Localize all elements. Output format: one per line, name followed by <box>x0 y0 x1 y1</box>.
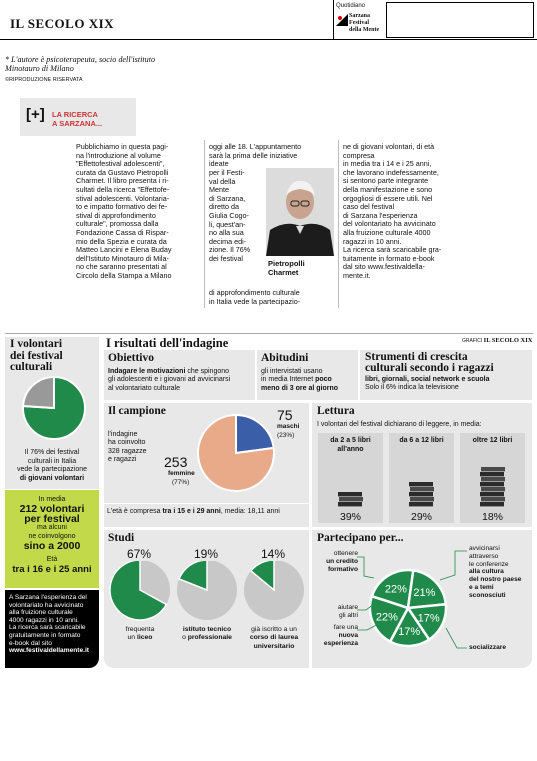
book-shape <box>481 487 505 491</box>
age-b: tra i 15 e i 29 anni <box>162 508 221 515</box>
volontari-title <box>10 339 63 374</box>
photo-caption-line-1: Pietropolli <box>268 259 305 268</box>
book-stack-icon <box>389 459 454 509</box>
section-tag-line-1: LA RICERCA <box>52 110 98 119</box>
col1-line: "Effettofestival adolescenti", <box>76 159 165 169</box>
col1-line: Matteo Lancini e Elena Buday <box>76 245 172 255</box>
book-shape <box>409 492 433 496</box>
book-shape <box>410 487 434 491</box>
volontari-title-line-1: I volontari <box>10 338 63 350</box>
col1-line: Charmet. Il libro presenta i ri- <box>76 176 169 186</box>
sarzana-note-line: www.festivaldellamente.it <box>9 647 90 655</box>
studi-label-2 <box>175 634 239 642</box>
studi-label-2a: o <box>182 634 188 642</box>
leader-e <box>446 628 467 648</box>
studi-label-2a: un <box>127 634 137 642</box>
studi-title: Studi <box>108 532 135 544</box>
festival-line-3: della Mente <box>349 27 380 33</box>
lettura-pct: 29% <box>410 511 432 523</box>
col1-line: stival di approfondimento <box>76 210 156 220</box>
strumenti-title <box>365 352 494 374</box>
stat-eta-label: Età <box>46 556 58 564</box>
studi-item <box>108 547 172 666</box>
partecipano-panel <box>312 530 532 668</box>
partecipano-label-line: ottenere <box>333 550 358 557</box>
book-shape <box>480 472 504 476</box>
lettura-panel <box>312 403 532 527</box>
col1-line: mio della Spezia e curata da <box>76 236 167 246</box>
book-shape <box>481 467 505 471</box>
col3-line: dal sito www.festivaldella- <box>343 262 425 272</box>
stat-eta-range: tra i 16 e i 25 anni <box>12 563 92 575</box>
partecipano-pct: 21% <box>413 587 436 600</box>
graphic-credit-prefix: GRAFICI <box>462 338 483 344</box>
lettura-col-label-2: all'anno <box>337 445 364 453</box>
col2-wrap-line: dei festival <box>209 253 243 263</box>
col3-line: in media tra i 14 e i 25 anni, <box>343 159 432 169</box>
col1-line: Circolo della Stampa a Milano <box>76 270 172 280</box>
author-note: * L'autore è psicoterapeuta, socio dell'istituto Minotauro di Milano <box>5 55 156 74</box>
studi-label-2 <box>242 634 306 642</box>
volontari-title-line-3: culturali <box>10 361 53 373</box>
col3-line: orgogliosi di essere utili. Nel <box>343 193 433 203</box>
partecipano-label-line: e a temi <box>469 583 494 591</box>
strumenti-l2: Solo il 6% indica la televisione <box>365 384 459 392</box>
campione-panel <box>104 403 309 527</box>
obiettivo-title: Obiettivo <box>108 352 154 364</box>
col1-line: culturale", promossa dalla <box>76 219 159 229</box>
col1-line: to e impatto formativo dei fe- <box>76 202 168 212</box>
col2-wrap-line: zione. Il 76% <box>209 245 251 255</box>
partecipano-pct: 22% <box>384 583 407 596</box>
abitudini-l1: gli intervistati usano <box>261 368 323 375</box>
stat-sino-a-2000: sino a 2000 <box>23 540 81 553</box>
stat-ma-alcuni: ma alcuni <box>37 524 67 532</box>
col1-line: na l'introduzione al volume <box>76 150 161 160</box>
studi-label-1: già iscritto a un <box>251 626 297 633</box>
lettura-pct: 39% <box>339 511 361 523</box>
col2-top-line: sarà la prima delle iniziative <box>209 150 298 160</box>
col1-line: curata da Gustavo Pietropolli <box>76 167 169 177</box>
partecipano-label-line: le conferenze <box>469 560 509 568</box>
col3-line: che lavorano indefessamente, <box>343 167 439 177</box>
book-shape <box>339 497 363 501</box>
campione-desc <box>108 431 147 465</box>
col3-line: compresa <box>343 150 375 160</box>
campione-desc-1: l'indagine <box>108 431 138 438</box>
stat-ne-coinvolgono: ne coinvolgono <box>28 532 76 540</box>
graphic-credit <box>462 337 532 344</box>
quotidiano-label: Quotidiano <box>336 3 366 9</box>
partecipano-label-line: nuova <box>338 631 358 639</box>
stat-in-media: In media <box>38 496 66 503</box>
lettura-col-label-1: da 2 a 5 libri <box>330 437 371 444</box>
obiettivo-l2: gli adolescenti e i giovani ad avvicinarsi <box>108 376 231 384</box>
col3-line: caso del festival <box>343 202 395 212</box>
graphic-credit-brand: IL SECOLO XIX <box>483 337 533 344</box>
column-divider <box>204 140 205 308</box>
strumenti-panel <box>360 350 532 400</box>
partecipano-label-c <box>316 624 358 647</box>
book-shape <box>480 482 504 486</box>
book-shape <box>409 502 433 506</box>
book-shape <box>338 492 362 496</box>
book-shape <box>409 482 433 486</box>
studi-pct: 67% <box>127 547 152 561</box>
lettura-title: Lettura <box>317 405 355 417</box>
plus-bracket-icon: [+] <box>26 106 45 123</box>
campione-desc-3: 328 ragazze <box>108 447 147 455</box>
abitudini-l2b: poco <box>315 376 332 384</box>
age-c: , media: 18,11 anni <box>220 508 280 515</box>
col3-line: si sentono parte integrante <box>343 176 429 186</box>
partecipano-label-line: esperienza <box>323 639 358 647</box>
femmine-label: femmine <box>168 470 195 477</box>
lettura-column <box>389 433 454 523</box>
pie-slice-altri <box>23 377 54 408</box>
lettura-col-label <box>389 437 454 446</box>
col3-line: alla fruizione culturale 4000 <box>343 227 431 237</box>
volontari-stat-box <box>5 490 99 588</box>
photo-caption-line-2: Charmet <box>268 268 299 277</box>
festival-line-2: Festival <box>349 20 369 26</box>
stat-212-volontari: 212 volontari <box>19 503 85 516</box>
col2-wrap-line: li, quest'an- <box>209 219 246 229</box>
partecipano-label-line: alla cultura <box>469 568 504 576</box>
studi-pct: 14% <box>261 547 286 561</box>
newspaper-name: IL SECOLO XIX <box>10 16 115 31</box>
col2-wrap-line: val della <box>209 176 236 186</box>
volontari-caption-line-3: vede la partecipazione <box>16 466 88 474</box>
col1-line: Pubblichiamo in questa pagi- <box>76 142 169 151</box>
book-shape <box>480 502 504 506</box>
photo-caption <box>268 259 305 277</box>
col3-line: La ricerca sarà scaricabile gra- <box>343 245 442 255</box>
festival-logo-icon <box>336 14 348 26</box>
festival-line-1: Sarzana <box>349 13 370 19</box>
col3-line: di Sarzana l'esperienza <box>343 210 418 220</box>
strumenti-l1: libri, giornali, social network e scuola <box>365 376 490 383</box>
col3-line: ne di giovani volontari, di età <box>343 142 435 151</box>
lettura-column <box>460 433 525 523</box>
col3-line: del volontariato ha avvicinato <box>343 219 436 229</box>
studi-label <box>108 626 172 643</box>
sarzana-note-line: A Sarzana l'esperienza del <box>9 594 87 601</box>
lettura-col-label-1: oltre 12 libri <box>472 437 513 444</box>
lettura-desc: I volontari del festival dichiarano di leggere, in media: <box>317 421 482 428</box>
festival-logo-box <box>333 0 385 40</box>
book-shape <box>338 502 362 506</box>
campione-separator <box>104 503 309 504</box>
partecipano-pct: 22% <box>375 611 398 624</box>
studi-label-1: frequenta <box>125 626 155 633</box>
volontari-pie-slices <box>23 377 85 439</box>
studi-label <box>175 626 239 643</box>
partecipano-label-line: avvicinarsi <box>469 545 500 552</box>
volontari-panel <box>5 337 99 489</box>
partecipano-label-line: del nostro paese <box>469 576 522 584</box>
col1-line: Fondazione Cassa di Rispar- <box>76 227 169 237</box>
col2-wrap-line: Giulia Cogo- <box>209 210 249 220</box>
volontari-caption-line-1: Il 76% dei festival <box>24 449 80 456</box>
maschi-label: maschi <box>277 423 300 430</box>
book-shape <box>481 477 505 481</box>
col2-top-line: ideate <box>209 159 229 169</box>
maschi-count: 75 <box>277 407 293 423</box>
partecipano-pie-slices <box>370 570 446 646</box>
volontari-caption-line-2: culturali in Italia <box>27 457 77 465</box>
abitudini-panel <box>257 350 358 400</box>
col3-line: tuitamente in formato e-book <box>343 253 435 263</box>
lettura-col-label <box>460 437 525 446</box>
partecipano-label-line: socializzare <box>469 644 507 651</box>
lettura-column <box>318 433 383 523</box>
partecipano-label-e <box>469 644 531 652</box>
col2-wrap-line: per il Festi- <box>209 168 245 177</box>
col2-wrap-line: decima edi- <box>209 236 247 246</box>
article-column-2-top <box>209 143 335 169</box>
sarzana-note-line: 4000 ragazzi in 10 anni. <box>9 616 80 624</box>
studi-label-3: universitario <box>253 642 295 650</box>
partecipano-label-a <box>316 550 358 573</box>
studi-label-2 <box>108 634 172 642</box>
col2-wrap-line: Mente <box>209 185 229 195</box>
book-stack-icon <box>460 459 525 509</box>
sarzana-note-line: gratuitamente in formato <box>9 631 81 639</box>
femmine-pct: (77%) <box>172 479 190 486</box>
volontari-pie-caption <box>7 449 97 483</box>
book-stack-icon <box>318 459 383 509</box>
abitudini-l3: meno di 3 ore al giorno <box>261 384 339 392</box>
studi-label-2b: corso di laurea <box>249 634 299 642</box>
col1-line: dell'Istituto Minotauro di Mila- <box>76 253 169 263</box>
partecipano-label-line: aiutare <box>337 604 358 611</box>
lettura-col-label-1: da 6 a 12 libri <box>399 437 444 444</box>
campione-pie <box>196 413 276 493</box>
studi-label <box>242 626 306 651</box>
lettura-col-label <box>318 437 383 454</box>
stat-per-festival: per festival <box>24 513 80 526</box>
col1-line: no che saranno presentati al <box>76 262 167 272</box>
studi-pct: 19% <box>194 547 219 561</box>
obiettivo-text <box>108 368 254 393</box>
sarzana-note-line: La ricerca sarà scaricabile <box>9 624 86 632</box>
age-a: L'età è compresa <box>107 508 163 515</box>
col2-bottom-line: di approfondimento culturale <box>209 288 300 297</box>
obiettivo-panel <box>104 350 255 400</box>
col2-wrap-line: diretto da <box>209 202 239 212</box>
partecipano-label-line: fare una <box>333 624 358 631</box>
studi-item <box>175 547 239 666</box>
book-shape <box>481 497 505 501</box>
abitudini-title: Abitudini <box>261 352 309 364</box>
partecipano-label-line: sconosciuti <box>469 591 506 599</box>
leader-d <box>440 551 467 580</box>
article-column-2-wrap <box>209 169 267 264</box>
campione-pie-slices <box>198 415 274 491</box>
partecipano-pct: 17% <box>417 612 440 625</box>
partecipano-title: Partecipano per... <box>317 532 404 544</box>
col2-wrap-line: di Sarzana, <box>209 193 246 203</box>
section-tag-line-2: A SARZANA... <box>52 119 103 128</box>
volontari-caption-line-4: di giovani volontari <box>19 474 85 482</box>
campione-desc-4: e ragazzi <box>108 456 137 464</box>
infographic-main-title: I risultati dell'indagine <box>106 336 229 350</box>
infographic-top-rule <box>5 333 533 334</box>
col3-line: mente.it. <box>343 270 371 280</box>
lettura-pct: 18% <box>481 511 503 523</box>
partecipano-label-b <box>316 604 358 620</box>
article-column-3 <box>343 143 473 281</box>
sarzana-note-box <box>5 590 99 668</box>
studi-label-2b: liceo <box>136 634 153 642</box>
author-photo <box>266 168 334 256</box>
strumenti-text <box>365 376 531 393</box>
studi-label-2b: professionale <box>187 634 232 642</box>
col2-wrap-line: no alla sua <box>209 228 244 238</box>
sarzana-note-line: alla fruizione culturale <box>9 609 73 617</box>
partecipano-label-line: formativo <box>327 565 358 573</box>
book-shape <box>410 497 434 501</box>
col1-line: stival adolescenti. Volontaria- <box>76 193 170 203</box>
rights-notice: ©RIPRODUZIONE RISERVATA <box>5 77 83 83</box>
partecipano-label-line: un credito <box>326 557 358 565</box>
studi-item <box>242 547 306 666</box>
pie-slice-maschi <box>236 415 274 453</box>
leader-a <box>357 557 374 578</box>
partecipano-pct: 17% <box>398 625 421 638</box>
col2-top-line: oggi alle 18. L'appuntamento <box>209 142 302 151</box>
column-divider <box>338 140 339 308</box>
campione-title: Il campione <box>108 405 166 417</box>
abitudini-l2a: in media Internet <box>261 376 316 384</box>
col3-line: ragazzi in 10 anni. <box>343 236 402 246</box>
femmine-count: 253 <box>164 454 188 470</box>
article-column-2-bottom <box>209 289 335 306</box>
book-shape <box>480 492 504 496</box>
sarzana-note-line: e-book dal sito <box>9 639 52 647</box>
col1-line: sultati della ricerca "Effettofe- <box>76 184 170 194</box>
volontari-title-line-2: dei festival <box>10 349 63 362</box>
col3-line: della manifestazione e sono <box>343 184 433 194</box>
obiettivo-l3: al volontariato culturale <box>108 384 180 392</box>
col2-bottom-line: in Italia vede la partecipazio- <box>209 296 301 306</box>
volontari-pie <box>21 375 87 441</box>
maschi-pct: (23%) <box>277 432 295 439</box>
campione-desc-2: ha coinvolto <box>108 439 146 447</box>
studi-panel <box>104 530 309 668</box>
partecipano-label-line: attraverso <box>469 552 499 560</box>
article-column-1 <box>76 143 200 281</box>
partecipano-label-d <box>469 545 531 600</box>
section-tag <box>20 98 136 136</box>
strumenti-title-line-1: Strumenti di crescita <box>365 351 468 363</box>
empty-ad-box <box>386 2 534 38</box>
strumenti-title-line-2: culturali secondo i ragazzi <box>365 362 494 374</box>
partecipano-label-line: gli altri <box>338 611 358 619</box>
obiettivo-strong: Indagare le motivazioni <box>108 368 186 375</box>
abitudini-text <box>261 368 357 393</box>
studi-label-1: istituto tecnico <box>182 626 232 633</box>
obiettivo-l1b: che spingono <box>185 368 230 375</box>
campione-age <box>107 508 309 516</box>
sarzana-note-line: volontariato ha avvicinato <box>9 601 84 609</box>
